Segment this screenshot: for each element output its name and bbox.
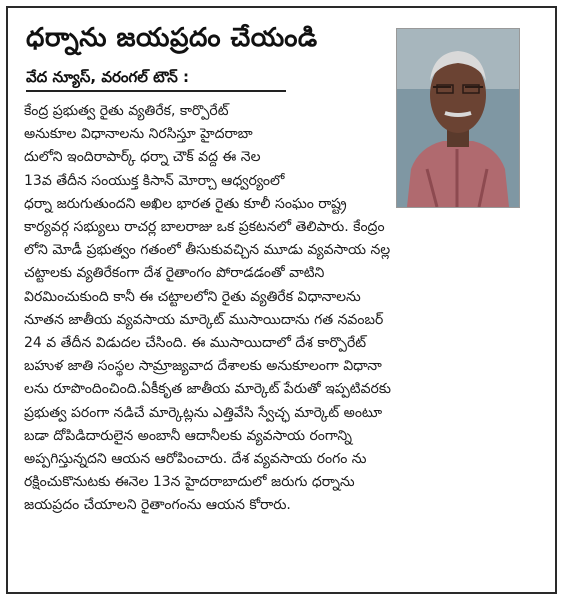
body-line: జయప్రదం చేయాలని రైతాంగంను ఆయన కోరారు. — [24, 497, 291, 514]
body-line: కేంద్ర ప్రభుత్వ రైతు వ్యతిరేక, కార్పొరేట్ — [24, 103, 229, 119]
body-line: ధర్నా జరుగుతుందని అఖిల భారత రైతు కూలీ సంఘం రాష్ట్ర — [24, 195, 347, 212]
body-line: లోని మోడీ ప్రభుత్వం గతంలో తీసుకువచ్చిన మూడు వ్యవసాయ నల్ల — [24, 242, 391, 259]
body-line: రక్షించుకొనుటకు ఈనెల 13న హైదరాబాదులో జరుగు ధర్నాను — [24, 474, 355, 491]
body-line: విరమించుకుంది కానీ ఈ చట్టాలలోని రైతు వ్యతిరేక విధానాలను — [24, 288, 361, 305]
body-line: అప్పగిస్తున్నదని ఆయన ఆరోపించారు. దేశ వ్యవసాయ రంగం ను — [24, 451, 367, 468]
body-line: బహుళ జాతి సంస్థల సామ్రాజ్యవాద దేశాలకు అనుకూలంగా విధానా — [24, 358, 382, 375]
headline: ధర్నాను జయప్రదం చేయండి — [26, 23, 318, 53]
body-line: ప్రభుత్వ పరంగా నడిచే మార్కెట్లను ఎత్తివేసి స్వేచ్ఛ మార్కెట్ అంటూ — [24, 404, 383, 421]
body-line: 24 వ తేదీన విడుదల చేసింది. ఈ ముసాయిదాలో దేశ కార్పొరేట్ — [24, 335, 367, 352]
body-line: లను రూపొందించింది.ఏకీకృత జాతీయ మార్కెట్ పేరుతో ఇప్పటివరకు — [24, 381, 391, 398]
body-line: అనుకూల విధానాలను నిరసిస్తూ హైదరాబా — [24, 126, 253, 143]
body-line: దులోని ఇందిరాపార్క్ ధర్నా చౌక్ వద్ద ఈ నెల — [24, 149, 261, 166]
body-line: 13వ తేదీన సంయుక్త కిసాన్ మోర్చా ఆధ్వర్యంలో — [24, 172, 285, 189]
body-line: చట్టాలకు వ్యతిరేకంగా దేశ రైతాంగం పోరాడడంతో వాటిని — [24, 265, 325, 282]
body-line: కార్యవర్గ సభ్యులు రాచర్ల బాలరాజు ఒక ప్రకటనలో తెలిపారు. కేంద్రం — [24, 219, 385, 236]
body-line: బడా దోపిడిదారులైన అంబానీ ఆదానీలకు వ్యవసాయ రంగాన్ని — [24, 427, 352, 444]
news-article — [6, 6, 557, 594]
body-line: నూతన జాతీయ వ్యవసాయ మార్కెట్ ముసాయిదాను గత నవంబర్ — [24, 311, 384, 328]
article-body — [24, 100, 544, 518]
byline: వేద న్యూస్, వరంగల్ టౌన్ : — [26, 66, 286, 92]
